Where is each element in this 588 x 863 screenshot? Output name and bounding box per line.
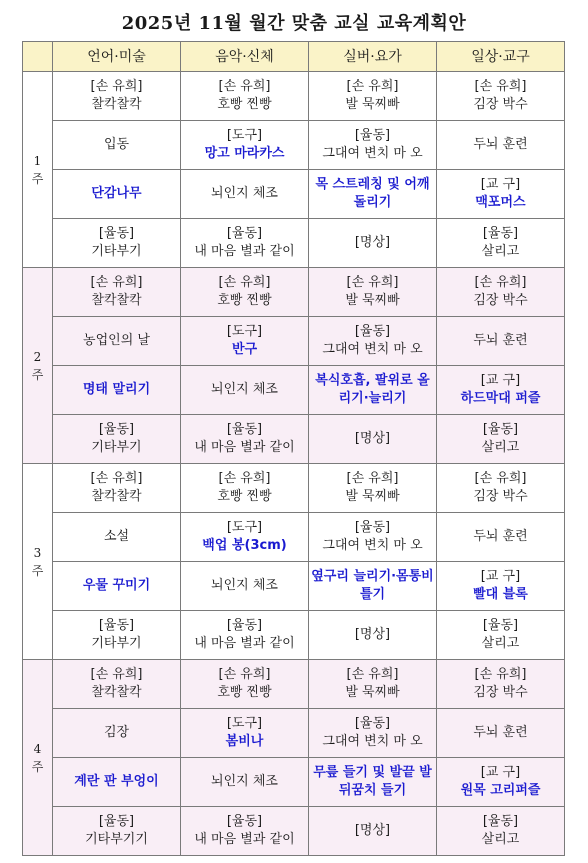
cell-music-body [181,268,309,317]
cell-silver-yoga [309,317,437,366]
activity-name: 뇌인지 체조 [211,186,278,201]
activity-name: 농업인의 날 [83,333,150,348]
activity-name: [명상] [354,627,391,642]
week-group [23,464,565,660]
cell-silver-yoga [309,268,437,317]
cell-daily-teaching-aid [437,611,565,660]
activity-name: 기타부기 [91,636,142,651]
activity-name: 뇌인지 체조 [211,774,278,789]
activity-category: [도구] [226,520,263,535]
activity-name: 기타부기 [91,244,142,259]
table-row [23,268,565,317]
cell-language-art [53,660,181,709]
header-corner [23,42,53,72]
activity-category: [율동] [226,422,263,437]
table-row [23,415,565,464]
page-title: 2025년 11월 월간 맞춤 교실 교육계획안 [121,13,467,34]
week-label [23,268,53,464]
activity-category: [율동] [98,814,135,829]
cell-silver-yoga [309,758,437,807]
cell-silver-yoga [309,170,437,219]
table-row [23,72,565,121]
cell-daily-teaching-aid [437,660,565,709]
cell-music-body [181,121,309,170]
activity-category: [손 유희] [346,79,399,94]
cell-music-body [181,807,309,856]
cell-music-body [181,170,309,219]
header-music-body: 음악·신체 [181,42,309,72]
activity-category: [손 유희] [346,667,399,682]
activity-name: 우물 꾸미기 [82,578,151,593]
header-language-art: 언어·미술 [53,42,181,72]
table-row [23,464,565,513]
table-row [23,219,565,268]
cell-daily-teaching-aid [437,562,565,611]
activity-category: [손 유희] [474,79,527,94]
week-group [23,72,565,268]
cell-daily-teaching-aid [437,758,565,807]
header-silver-yoga: 실버·요가 [309,42,437,72]
activity-name: 찰칵찰칵 [91,489,142,504]
cell-music-body [181,464,309,513]
activity-name: 살리고 [481,832,520,847]
table-row [23,317,565,366]
table-row [23,366,565,415]
activity-name: 김장 박수 [473,293,528,308]
activity-category: [율동] [226,618,263,633]
activity-name: 김장 박수 [473,97,528,112]
cell-silver-yoga [309,660,437,709]
cell-daily-teaching-aid [437,807,565,856]
activity-name: 내 마음 별과 같이 [194,832,295,847]
cell-silver-yoga [309,366,437,415]
activity-name: 그대여 변치 마 오 [322,146,423,161]
cell-daily-teaching-aid [437,709,565,758]
cell-daily-teaching-aid [437,415,565,464]
cell-language-art [53,121,181,170]
activity-name: 김장 박수 [473,489,528,504]
activity-category: [손 유희] [218,79,271,94]
week-group [23,268,565,464]
week-suffix: 주 [31,759,44,774]
cell-music-body [181,415,309,464]
activity-name: 기타부기 [91,440,142,455]
activity-name: 기타부기기 [85,832,148,847]
week-number: 1 [33,153,42,168]
activity-name: 봄비나 [225,734,264,749]
activity-category: [손 유희] [90,471,143,486]
table-row [23,709,565,758]
cell-language-art [53,807,181,856]
cell-silver-yoga [309,807,437,856]
activity-name: 하드막대 퍼즐 [460,391,541,406]
activity-category: [교 구] [480,569,521,584]
cell-language-art [53,562,181,611]
activity-name: 호빵 찐빵 [217,293,272,308]
activity-name: 내 마음 별과 같이 [194,440,295,455]
activity-category: [도구] [226,324,263,339]
activity-category: [율동] [226,814,263,829]
activity-name: 원목 고리퍼즐 [460,783,541,798]
activity-name: 발 묵찌빠 [345,685,400,700]
activity-category: [손 유희] [474,471,527,486]
activity-name: 내 마음 별과 같이 [194,636,295,651]
cell-silver-yoga [309,562,437,611]
activity-name: 뇌인지 체조 [211,578,278,593]
table-row [23,611,565,660]
cell-language-art [53,415,181,464]
activity-name: 두뇌 훈련 [473,725,528,740]
cell-language-art [53,611,181,660]
education-plan-table [22,41,565,856]
cell-silver-yoga [309,611,437,660]
table-row [23,170,565,219]
activity-name: 찰칵찰칵 [91,97,142,112]
cell-daily-teaching-aid [437,121,565,170]
activity-name: 발 묵찌빠 [345,489,400,504]
activity-name: 복식호흡, 팔위로 올리기·늘리기 [315,373,430,406]
activity-name: 반구 [231,342,258,357]
cell-music-body [181,366,309,415]
cell-silver-yoga [309,464,437,513]
cell-language-art [53,219,181,268]
cell-music-body [181,562,309,611]
week-label [23,660,53,856]
activity-name: [명상] [354,235,391,250]
activity-name: 뇌인지 체조 [211,382,278,397]
cell-daily-teaching-aid [437,219,565,268]
activity-category: [교 구] [480,177,521,192]
cell-daily-teaching-aid [437,72,565,121]
cell-music-body [181,660,309,709]
activity-category: [도구] [226,716,263,731]
activity-name: 무릎 들기 및 발끝 발뒤꿈치 들기 [313,765,432,798]
activity-name: 두뇌 훈련 [473,137,528,152]
activity-category: [율동] [354,128,391,143]
activity-name: 맥포머스 [475,195,526,210]
cell-music-body [181,317,309,366]
cell-language-art [53,709,181,758]
table-row [23,562,565,611]
activity-name: 살리고 [481,440,520,455]
activity-name: 목 스트레칭 및 어깨 돌리기 [315,177,430,210]
cell-music-body [181,758,309,807]
activity-category: [율동] [98,422,135,437]
activity-category: [율동] [354,324,391,339]
cell-music-body [181,709,309,758]
activity-category: [교 구] [480,373,521,388]
activity-category: [율동] [482,618,519,633]
activity-name: [명상] [354,431,391,446]
week-number: 2 [33,349,42,364]
activity-name: 찰칵찰칵 [91,685,142,700]
cell-language-art [53,72,181,121]
table-row [23,121,565,170]
cell-language-art [53,758,181,807]
cell-silver-yoga [309,72,437,121]
activity-name: 옆구리 늘리기·몸통비틀기 [311,569,434,602]
activity-name: 발 묵찌빠 [345,97,400,112]
activity-category: [손 유희] [90,275,143,290]
activity-category: [교 구] [480,765,521,780]
activity-category: [율동] [482,422,519,437]
cell-language-art [53,170,181,219]
activity-name: 찰칵찰칵 [91,293,142,308]
activity-name: 그대여 변치 마 오 [322,734,423,749]
activity-category: [손 유희] [90,667,143,682]
table-row [23,660,565,709]
activity-name: 망고 마라카스 [204,146,285,161]
week-group [23,660,565,856]
activity-name: 명태 말리기 [82,382,151,397]
activity-category: [율동] [98,226,135,241]
week-suffix: 주 [31,171,44,186]
table-row [23,758,565,807]
activity-category: [손 유희] [90,79,143,94]
week-label [23,464,53,660]
cell-music-body [181,513,309,562]
activity-name: 두뇌 훈련 [473,529,528,544]
week-number: 4 [33,741,42,756]
activity-category: [도구] [226,128,263,143]
activity-name: 호빵 찐빵 [217,97,272,112]
activity-category: [율동] [482,814,519,829]
cell-daily-teaching-aid [437,268,565,317]
activity-name: 백업 봉(3cm) [202,538,287,553]
cell-silver-yoga [309,415,437,464]
cell-language-art [53,317,181,366]
cell-silver-yoga [309,513,437,562]
table-row [23,807,565,856]
activity-name: 입동 [103,137,130,152]
cell-language-art [53,464,181,513]
activity-category: [손 유희] [218,275,271,290]
activity-name: 김장 [103,725,130,740]
week-suffix: 주 [31,367,44,382]
header-row [23,42,565,72]
header-daily-teaching-aid: 일상·교구 [437,42,565,72]
cell-silver-yoga [309,709,437,758]
cell-daily-teaching-aid [437,366,565,415]
activity-category: [손 유희] [218,667,271,682]
cell-daily-teaching-aid [437,170,565,219]
activity-name: 호빵 찐빵 [217,685,272,700]
activity-category: [율동] [482,226,519,241]
activity-name: 살리고 [481,636,520,651]
activity-category: [손 유희] [346,275,399,290]
activity-name: 그대여 변치 마 오 [322,538,423,553]
activity-name: 살리고 [481,244,520,259]
week-suffix: 주 [31,563,44,578]
cell-silver-yoga [309,219,437,268]
week-label [23,72,53,268]
cell-daily-teaching-aid [437,513,565,562]
cell-language-art [53,268,181,317]
activity-category: [율동] [354,716,391,731]
activity-name: 빨대 블록 [473,587,528,602]
cell-daily-teaching-aid [437,317,565,366]
table-row [23,513,565,562]
cell-silver-yoga [309,121,437,170]
activity-name: 김장 박수 [473,685,528,700]
activity-category: [율동] [98,618,135,633]
activity-name: 계란 판 부엉이 [74,774,159,789]
activity-name: 내 마음 별과 같이 [194,244,295,259]
activity-category: [손 유희] [474,275,527,290]
activity-name: [명상] [354,823,391,838]
cell-daily-teaching-aid [437,464,565,513]
activity-category: [율동] [226,226,263,241]
cell-language-art [53,513,181,562]
cell-music-body [181,72,309,121]
activity-category: [손 유희] [474,667,527,682]
activity-name: 소설 [103,529,130,544]
activity-category: [율동] [354,520,391,535]
activity-name: 두뇌 훈련 [473,333,528,348]
activity-category: [손 유희] [218,471,271,486]
activity-name: 발 묵찌빠 [345,293,400,308]
activity-name: 그대여 변치 마 오 [322,342,423,357]
cell-music-body [181,611,309,660]
week-number: 3 [33,545,42,560]
activity-name: 단감나무 [91,186,142,201]
cell-music-body [181,219,309,268]
activity-category: [손 유희] [346,471,399,486]
activity-name: 호빵 찐빵 [217,489,272,504]
cell-language-art [53,366,181,415]
